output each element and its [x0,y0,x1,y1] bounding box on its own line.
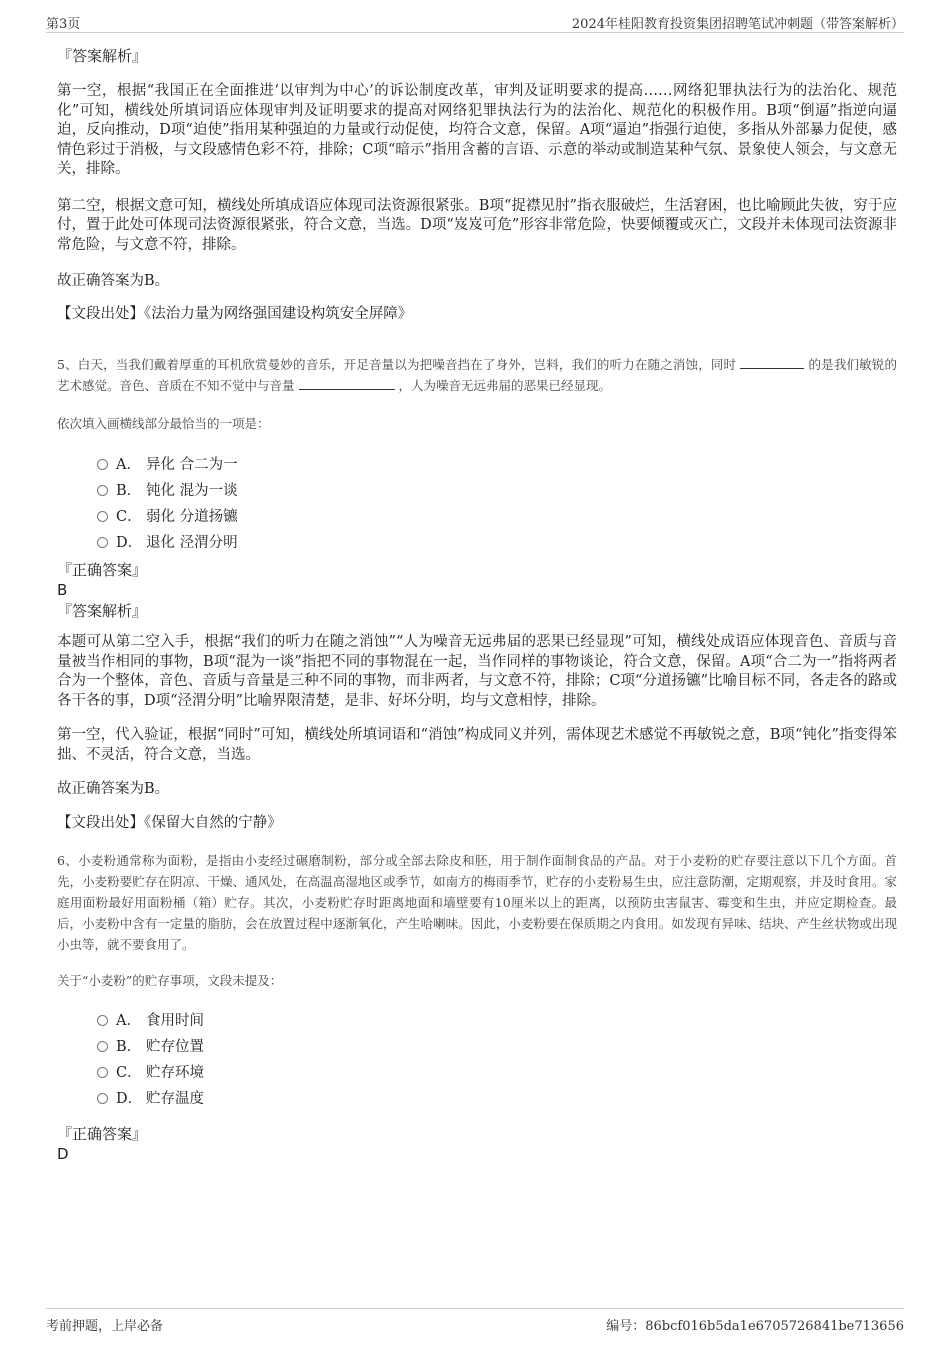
question-prompt: 依次填入画横线部分最恰当的一项是： [57,416,270,431]
source-citation: 【文段出处】《保留大自然的宁静》 [57,814,282,831]
footer-slogan: 考前押题，上岸必备 [46,1319,164,1334]
page-footer [46,1308,904,1335]
radio-button-icon[interactable] [97,537,108,548]
document-title: 2024年桂阳教育投资集团招聘笔试冲刺题（带答案解析） [571,17,904,32]
question-stem: 6、小麦粉通常称为面粉，是指由小麦经过碾磨制粉，部分或全部去除皮和胚，用于制作面制食品的产品。对于小麦粉的贮存要注意以下几个方面。首先，小麦粉要贮存在阴凉、干燥、通风处，在高温高湿地区或季节，如南方的梅雨季节，贮存的小麦粉易生虫，应注意防潮，定期观察，并及时食用。家庭用面粉最好用面粉桶（箱）贮存。其次，小麦粉贮存时距离地面和墙壁要有10厘米以上的距离，以预防虫害鼠害、霉变和生虫，并应定期检查。最后，小麦粉中含有一定量的脂肪，会在放置过程中逐渐氧化，产生哈喇味。因此，小麦粉要在保质期之内食用。如发现有异味、结块、产生丝状物或出现小虫等，就不要食用了。 [57,853,897,952]
analysis-label: 『答案解析』 [57,602,148,620]
analysis-label: 『答案解析』 [57,47,148,65]
question-prompt: 关于“小麦粉”的贮存事项，文段未提及： [57,973,283,988]
conclusion: 故正确答案为B。 [57,273,170,289]
fill-blank [299,376,395,390]
analysis-paragraph: 第一空，代入验证，根据“同时”可知，横线处所填词语和“消蚀”构成同义并列，需体现艺术感觉不再敏锐之意，B项“钝化”指变得笨拙、不灵活，符合文意，当选。 [57,727,897,763]
question-text: ，人为噪音无远弗届的恶果已经显现。 [398,378,611,393]
radio-button-icon[interactable] [97,1093,108,1104]
option-d[interactable]: D． 退化 泾渭分明 [97,530,897,556]
correct-answer: B [57,581,68,599]
radio-button-icon[interactable] [97,459,108,470]
page-number: 第3页 [46,17,81,32]
analysis-paragraph: 第二空，根据文意可知，横线处所填成语应体现司法资源很紧张。B项“捉襟见肘”指衣服破烂，生活窘困，也比喻顾此失彼，穷于应付，置于此处可体现司法资源很紧张，符合文意，当选。D项“岌岌可危”形容非常危险，快要倾覆或灭亡，文段并未体现司法资源非常危险，与文意不符，排除。 [57,197,897,253]
question-text: 5、白天，当我们戴着厚重的耳机欣赏曼妙的音乐，开足音量以为把噪音挡在了身外，岂料，我们的听力在随之消蚀，同时 [57,357,737,372]
option-c[interactable]: C． 贮存环境 [97,1060,897,1086]
correct-answer-label: 『正确答案』 [57,561,148,579]
correct-answer: D [57,1145,69,1163]
conclusion: 故正确答案为B。 [57,781,170,797]
radio-button-icon[interactable] [97,511,108,522]
option-b[interactable]: B． 钝化 混为一谈 [97,478,897,504]
option-b[interactable]: B． 贮存位置 [97,1034,897,1060]
options-list [57,452,897,556]
page-content [57,44,897,1164]
analysis-paragraph: 第一空，根据“我国正在全面推进‘以审判为中心’的诉讼制度改革，审判及证明要求的提高……网络犯罪执法行为的法治化、规范化”可知，横线处所填词语应体现审判及证明要求的提高对网络犯罪执法行为的法治化、规范化的积极作用。B项“倒逼”指逆向逼迫，反向推动，D项“迫使”指用某种强迫的力量或行动促使，均符合文意，保留。A项“逼迫”指强行迫使，多指从外部暴力促使，感情色彩过于消极，与文段感情色彩不符，排除；C项“暗示”指用含蓄的言语、示意的举动或制造某种气氛、景象使人领会，与文意无关，排除。 [57,83,897,177]
fill-blank [740,355,804,369]
source-citation: 【文段出处】《法治力量为网络强国建设构筑安全屏障》 [57,305,413,322]
question-stem [57,354,897,396]
option-d[interactable]: D． 贮存温度 [97,1086,897,1112]
radio-button-icon[interactable] [97,485,108,496]
option-a[interactable]: A． 异化 合二为一 [97,452,897,478]
radio-button-icon[interactable] [97,1067,108,1078]
page-header [46,12,904,33]
option-a[interactable]: A． 食用时间 [97,1008,897,1034]
correct-answer-label: 『正确答案』 [57,1125,148,1143]
document-code: 编号：86bcf016b5da1e6705726841be713656 [606,1319,904,1334]
option-c[interactable]: C． 弱化 分道扬镳 [97,504,897,530]
analysis-paragraph: 本题可从第二空入手，根据“我们的听力在随之消蚀”“人为噪音无远弗届的恶果已经显现”可知，横线处成语应体现音色、音质与音量被当作相同的事物，B项“混为一谈”指把不同的事物混在一起，当作同样的事物谈论，符合文意，保留。A项“合二为一”指将两者合为一个整体，音色、音质与音量是三种不同的事物，而非两者，与文意不符，排除；C项“分道扬镳”比喻目标不同，各走各的路或各干各的事，D项“泾渭分明”比喻界限清楚，是非、好坏分明，均与文意相悖，排除。 [57,634,897,709]
options-list [57,1008,897,1112]
question-text: 的是我们敏锐的艺术感觉。音色、音质在不知不觉中与音量 [57,357,897,393]
radio-button-icon[interactable] [97,1041,108,1052]
radio-button-icon[interactable] [97,1015,108,1026]
